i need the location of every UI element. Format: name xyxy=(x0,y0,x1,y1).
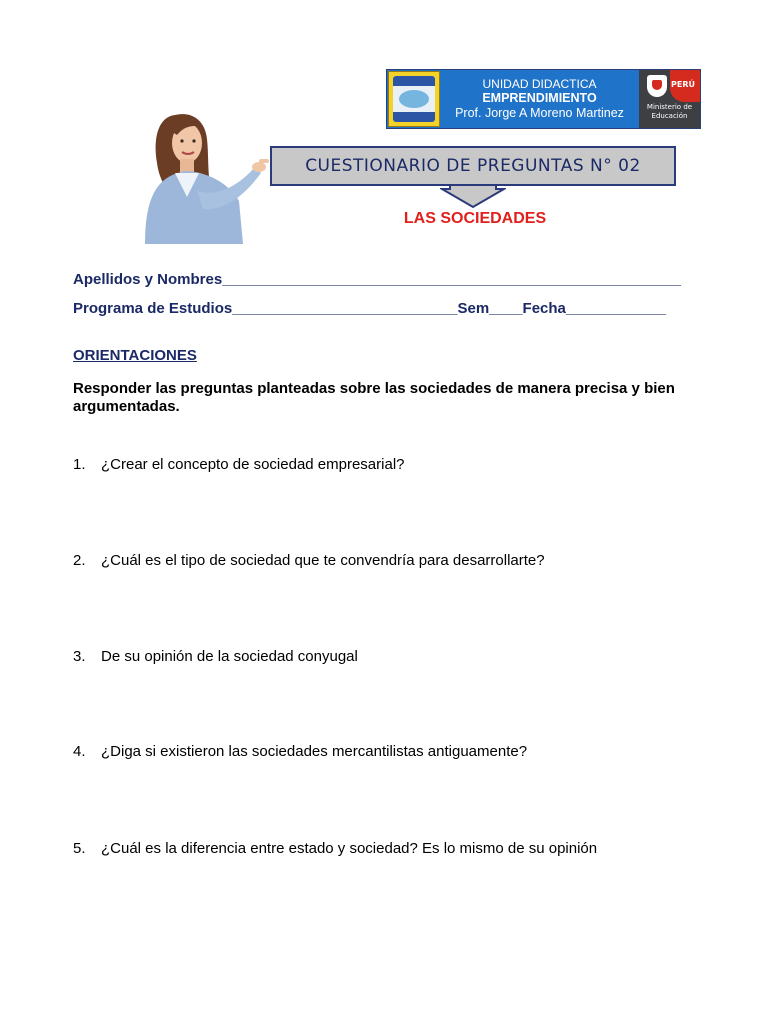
program-label: Programa de Estudios xyxy=(73,300,233,317)
sem-blank[interactable]: ____ xyxy=(489,300,523,317)
question-number: 5. xyxy=(73,840,86,857)
date-label: Fecha xyxy=(522,300,566,317)
course-name: EMPRENDIMIENTO xyxy=(482,91,597,105)
school-crest-logo xyxy=(388,71,440,127)
unit-label: UNIDAD DIDACTICA xyxy=(482,77,597,91)
names-field[interactable] xyxy=(73,271,681,288)
sem-label: Sem xyxy=(457,300,490,317)
header-text xyxy=(441,77,638,121)
ministry-logo xyxy=(639,70,700,128)
date-blank[interactable]: ____________ xyxy=(565,300,666,317)
question-item xyxy=(73,552,545,569)
question-text: ¿Diga si existieron las sociedades mercantilistas antiguamente? xyxy=(101,743,528,760)
question-number: 4. xyxy=(73,743,86,760)
question-text: ¿Cuál es el tipo de sociedad que te convendría para desarrollarte? xyxy=(101,552,545,569)
shield-icon xyxy=(647,75,667,97)
ministry-name: Ministerio de Educación xyxy=(646,103,693,120)
names-blank[interactable]: _______________________________________________________ xyxy=(222,271,682,288)
question-item xyxy=(73,743,527,760)
question-text: ¿Cuál es la diferencia entre estado y sociedad? Es lo mismo de su opinión xyxy=(101,840,598,857)
program-blank[interactable]: ___________________________ xyxy=(232,300,458,317)
question-number: 1. xyxy=(73,456,86,473)
teacher-name: Prof. Jorge A Moreno Martinez xyxy=(455,106,624,120)
question-text: De su opinión de la sociedad conyugal xyxy=(101,648,358,665)
document-title-box xyxy=(270,146,676,186)
question-number: 3. xyxy=(73,648,86,665)
document-title: CUESTIONARIO DE PREGUNTAS N° 02 xyxy=(305,156,641,176)
question-text: ¿Crear el concepto de sociedad empresarial? xyxy=(101,456,405,473)
names-label: Apellidos y Nombres xyxy=(73,271,223,288)
orientations-heading: ORIENTACIONES xyxy=(73,347,197,364)
program-field[interactable] xyxy=(73,300,666,317)
question-item xyxy=(73,648,358,665)
document-subtitle: LAS SOCIEDADES xyxy=(403,210,547,227)
country-label: PERÚ xyxy=(671,80,695,89)
down-arrow-icon xyxy=(440,185,506,209)
instructions-text: Responder las preguntas planteadas sobre las sociedades de manera precisa y bien argumentadas. xyxy=(73,380,675,415)
question-number: 2. xyxy=(73,552,86,569)
woman-pointing-image xyxy=(127,101,270,244)
question-item xyxy=(73,456,405,473)
question-item xyxy=(73,840,597,857)
